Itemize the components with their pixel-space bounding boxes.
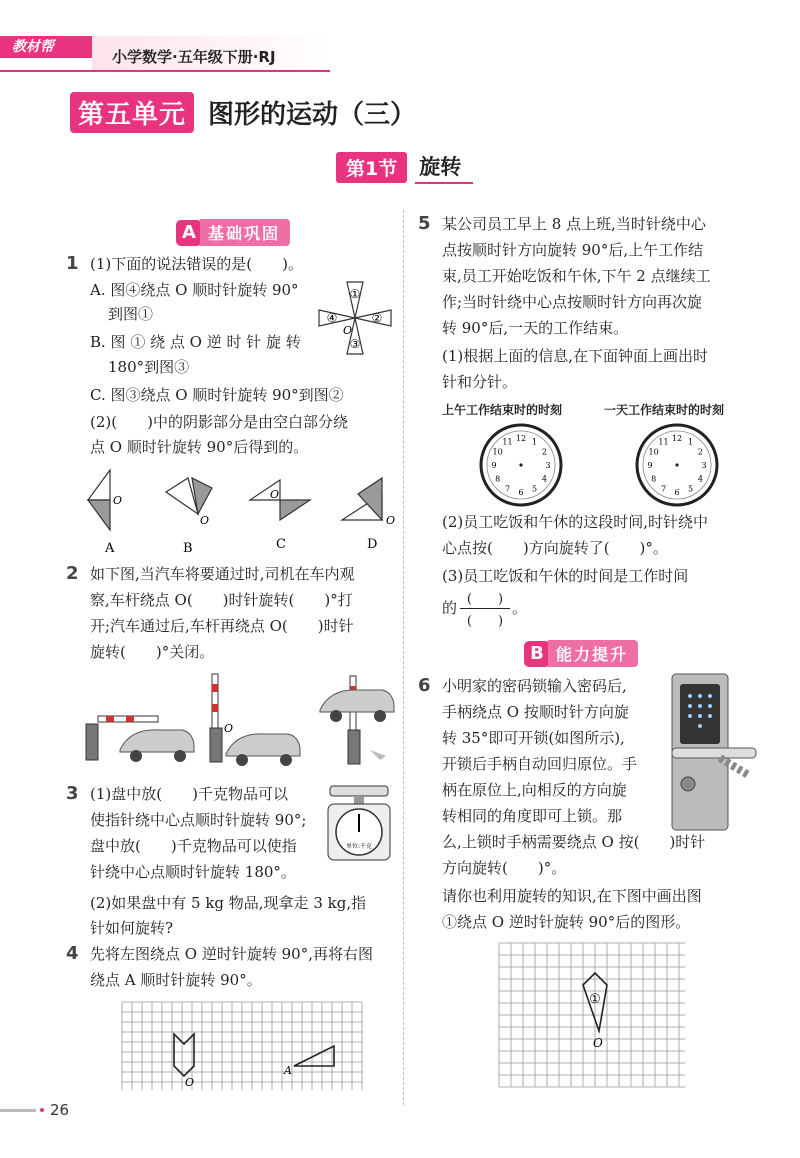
q5-line8: (2)员工吃饭和午休的这段时间,时针绕中 [442, 513, 709, 531]
choice-b-figure [166, 478, 212, 527]
q3-number: 3 [66, 783, 79, 804]
q4-grid [122, 1002, 362, 1092]
clock-numeral: 3 [701, 461, 707, 470]
clock-numeral: 11 [502, 437, 513, 447]
clock-numeral: 2 [541, 447, 547, 457]
pinwheel-point-o: O [343, 324, 353, 337]
level-a-text: 基础巩固 [200, 219, 290, 246]
clock-numeral: 4 [541, 474, 547, 484]
choice-d-label: D [367, 537, 378, 552]
clock-numeral: 12 [515, 434, 527, 443]
fig-label-4: ④ [326, 311, 338, 325]
clock-numeral: 1 [687, 437, 694, 447]
unit-title [70, 92, 416, 133]
q6-point-o: O [593, 1036, 603, 1050]
q1-option-a-line1: A. 图④绕点 O 顺时针旋转 90° [90, 281, 299, 299]
page-number: 26 [50, 1101, 70, 1119]
q2-number: 2 [66, 563, 79, 584]
q3-line4: 针绕中心点顺时针旋转 180°。 [90, 863, 296, 881]
fraction-bar [460, 608, 510, 609]
q4-point-a: A [284, 1064, 292, 1077]
header-subject: 小学数学·五年级下册·RJ [112, 48, 276, 66]
clock-numeral: 5 [687, 484, 694, 494]
scale-figure [324, 782, 394, 862]
level-b-letter: B [524, 641, 550, 667]
barrier-point-o: O [224, 722, 234, 735]
q6-line10: ①绕点 O 逆时针旋转 90°后的图形。 [442, 913, 691, 931]
q5-line4: 作;当时针绕中心点按顺时针方向再次旋 [442, 293, 703, 311]
q1-option-c: C. 图③绕点 O 顺时针旋转 90°到图② [90, 386, 344, 404]
q4-number: 4 [66, 943, 79, 964]
level-a-tag [176, 219, 290, 246]
q5-line3: 束,员工开始吃饭和午休,下午 2 点继续工 [442, 267, 711, 285]
q6-number: 6 [418, 675, 431, 696]
svg-text:O: O [113, 494, 123, 507]
clock-numeral: 7 [660, 484, 667, 494]
q1-option-b-line1: B. 图 ① 绕 点 O 逆 时 针 旋 转 [90, 333, 301, 351]
q5-line6: (1)根据上面的信息,在下面钟面上画出时 [442, 347, 709, 365]
clock-2 [632, 420, 722, 510]
clock-1 [476, 420, 566, 510]
q2-line2: 察,车杆绕点 O( )时针旋转( )°打 [90, 591, 353, 609]
q5-fraction [460, 588, 510, 629]
clock-numeral: 12 [671, 434, 683, 443]
q6-line2: 手柄绕点 O 按顺时针方向旋 [442, 703, 629, 721]
clock-numeral: 7 [504, 484, 511, 494]
q5-line11-suffix: 。 [512, 599, 528, 617]
q3-line1: (1)盘中放( )千克物品可以 [90, 785, 288, 803]
section-title [336, 151, 473, 184]
q3-line5: (2)如果盘中有 5 kg 物品,现拿走 3 kg,指 [90, 894, 367, 912]
level-b-tag [524, 640, 638, 667]
choice-b-label: B [183, 541, 193, 556]
clock-numeral: 2 [697, 447, 703, 457]
q2-line1: 如下图,当汽车将要通过时,司机在车内观 [90, 565, 355, 583]
q5-line1: 某公司员工早上 8 点上班,当时针绕中心 [442, 215, 706, 233]
level-b-text: 能力提升 [548, 640, 638, 667]
footer-dot [40, 1108, 44, 1112]
q6-line5: 柄在原位上,向相反的方向旋 [442, 781, 627, 799]
q4-line2: 绕点 A 顺时针旋转 90°。 [90, 971, 262, 989]
choice-a-figure [88, 470, 122, 530]
q5-line5: 转 90°后,一天的工作结束。 [442, 319, 629, 337]
q3-line6: 针如何旋转? [90, 919, 174, 937]
clock-numeral: 3 [545, 461, 551, 470]
door-lock-figure [668, 672, 758, 832]
q5-line10: (3)员工吃饭和午休的时间是工作时间 [442, 567, 689, 585]
q6-line1: 小明家的密码锁输入密码后, [442, 677, 627, 695]
q6-line7: 么,上锁时手柄需要绕点 O 按( )时针 [442, 833, 706, 851]
clock-numeral: 6 [518, 488, 524, 497]
choice-c-label: C [276, 537, 286, 552]
fraction-numerator: ( ) [466, 592, 504, 607]
q2-line3: 开;汽车通过后,车杆再绕点 O( )时针 [90, 617, 354, 635]
q4-point-o: O [185, 1076, 195, 1089]
fig-label-1: ① [349, 287, 361, 301]
clock-numeral: 8 [651, 474, 657, 484]
scale-unit-label: 单位:千克 [345, 843, 373, 850]
brand-tag: 教材帮 [0, 36, 92, 58]
q6-line3: 转 35°即可开锁(如图所示), [442, 729, 625, 747]
choice-d-figure [342, 478, 395, 527]
q3-line3: 盘中放( )千克物品可以使指 [90, 837, 297, 855]
unit-badge: 第五单元 [70, 92, 194, 133]
q6-grid [499, 943, 689, 1087]
q6-line8: 方向旋转( )°。 [442, 859, 567, 877]
unit-name: 图形的运动（三） [208, 100, 417, 130]
section-name: 旋转 [415, 151, 473, 184]
level-a-letter: A [176, 220, 202, 246]
clock-numeral: 4 [697, 474, 703, 484]
q5-line11-prefix: 的 [442, 599, 458, 617]
clock-numeral: 5 [531, 484, 538, 494]
clock-numeral: 8 [495, 474, 501, 484]
q3-line2: 使指针绕中心点顺时针旋转 90°; [90, 811, 307, 829]
pinwheel-figure [315, 278, 395, 358]
footer-bar [0, 1109, 36, 1112]
fig-label-3: ③ [349, 337, 361, 351]
q1-part2-line2: 点 O 顺时针旋转 90°后得到的。 [90, 438, 309, 456]
q1-part1: (1)下面的说法错误的是( )。 [90, 255, 303, 273]
q6-fig-label: ① [589, 992, 601, 1007]
q5-number: 5 [418, 213, 431, 234]
fraction-denominator: ( ) [466, 614, 504, 629]
clock-numeral: 6 [674, 488, 680, 497]
q5-line9: 心点按( )方向旋转了( )°。 [442, 539, 668, 557]
header-rule [0, 70, 330, 72]
choice-a-label: A [105, 541, 115, 556]
q1-part2-line1: (2)( )中的阴影部分是由空白部分绕 [90, 413, 348, 431]
clock-numeral: 1 [531, 437, 538, 447]
clock-numeral: 10 [648, 447, 659, 457]
clock-numeral: 9 [647, 461, 653, 470]
q2-line4: 旋转( )°关闭。 [90, 643, 215, 661]
q1-option-b-line2: 180°到图③ [108, 358, 190, 376]
clock2-caption: 一天工作结束时的时刻 [604, 403, 725, 417]
section-badge: 第1节 [336, 152, 407, 183]
clock-numeral: 9 [491, 461, 497, 470]
q6-line6: 转相同的角度即可上锁。那 [442, 807, 623, 825]
svg-text:O: O [270, 488, 280, 501]
q4-line1: 先将左图绕点 O 逆时针旋转 90°,再将右图 [90, 945, 373, 963]
clock-numeral: 11 [658, 437, 669, 447]
q6-line4: 开锁后手柄自动回归原位。手 [442, 755, 638, 773]
q1-option-a-line2: 到图① [108, 305, 154, 323]
q5-line7: 针和分针。 [442, 373, 518, 391]
choice-c-figure [250, 480, 310, 520]
column-divider [403, 210, 404, 1105]
clock-numeral: 10 [492, 447, 503, 457]
clock1-caption: 上午工作结束时的时刻 [442, 403, 563, 417]
car-barrier-illustration [80, 670, 400, 770]
q1-number: 1 [66, 253, 79, 274]
q5-line2: 点按顺时针方向旋转 90°后,上午工作结 [442, 241, 704, 259]
q6-line9: 请你也利用旋转的知识,在下图中画出图 [442, 887, 702, 905]
svg-text:O: O [200, 514, 210, 527]
q1-choice-figures [80, 468, 400, 558]
svg-text:O: O [386, 514, 396, 527]
fig-label-2: ② [371, 311, 383, 325]
